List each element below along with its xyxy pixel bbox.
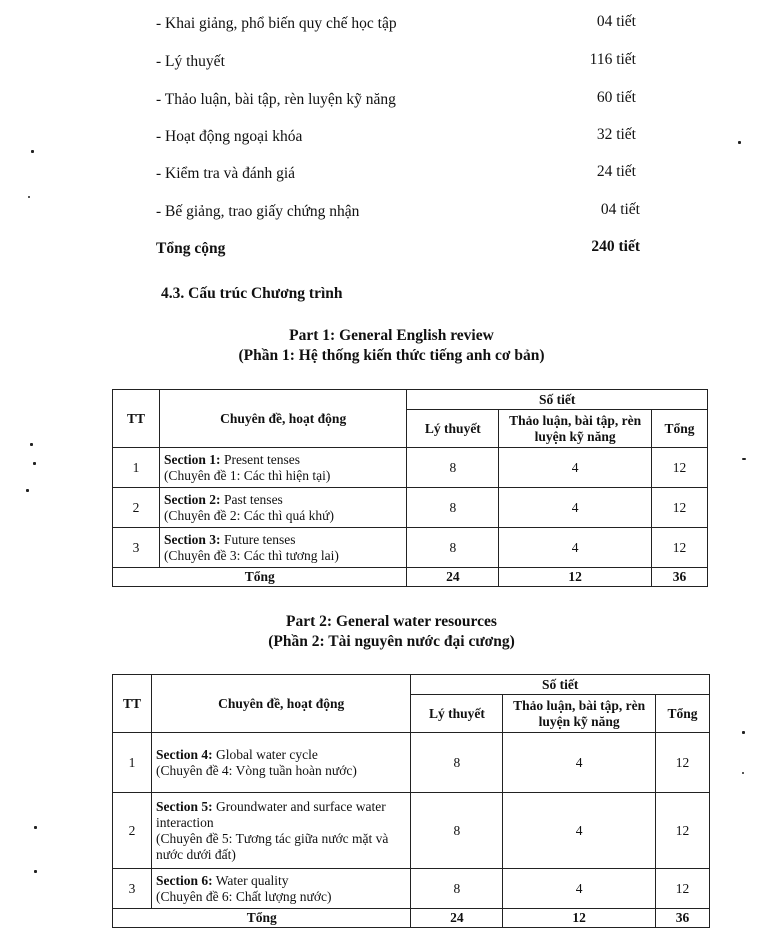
row-lt: 8 [407,448,499,488]
header-thao-luan: Thảo luận, bài tập, rèn luyện kỹ năng [503,695,656,733]
header-tt: TT [113,675,152,733]
table-row [113,733,710,793]
total-label: Tổng [113,568,407,587]
row-lt: 8 [411,793,503,869]
section-name: Future tenses [223,531,296,547]
row-tt: 2 [113,793,152,869]
scan-speck [742,458,746,460]
hours-value-5: 24 tiết [596,163,636,180]
part1-subtitle: (Phần 1: Hệ thống kiến thức tiếng anh cơ bản) [238,347,545,364]
row-topic [151,733,411,793]
row-tl: 4 [499,528,652,568]
hours-total-label: Tổng cộng [156,240,226,257]
section-label: Section 3: [163,531,221,547]
section-name: Global water cycle [215,746,318,762]
row-tt: 3 [113,869,152,909]
hours-value-1: 04 tiết [596,13,636,30]
header-topic: Chuyên đề, hoạt động [159,390,407,448]
section-vi: (Chuyên đề 2: Các thì quá khứ) [163,507,334,523]
section-label: Section 1: [163,451,221,467]
row-tong: 12 [656,733,710,793]
header-topic: Chuyên đề, hoạt động [151,675,411,733]
row-tl: 4 [503,869,656,909]
total-lt: 24 [411,909,503,928]
section-name: Water quality [215,872,289,888]
row-lt: 8 [411,733,503,793]
total-tl: 12 [499,568,652,587]
row-tong: 12 [652,528,708,568]
scan-speck [742,731,745,734]
scan-speck [742,772,744,774]
row-topic [159,488,407,528]
section-label: Section 4: [155,746,213,762]
row-tong: 12 [656,793,710,869]
scan-speck [34,870,37,873]
section-name: Groundwater and surface water interaction [155,798,386,830]
header-tong: Tổng [656,695,710,733]
row-topic [151,793,411,869]
header-so-tiet: Số tiết [411,675,710,695]
row-lt: 8 [411,869,503,909]
row-tl: 4 [503,793,656,869]
section-label: Section 2: [163,491,221,507]
row-lt: 8 [407,488,499,528]
section-vi: (Chuyên đề 6: Chất lượng nước) [155,888,332,904]
table-row [113,528,708,568]
hours-label-5: - Kiểm tra và đánh giá [156,165,296,182]
row-tt: 3 [113,528,160,568]
section-name: Present tenses [223,451,301,467]
section-name: Past tenses [223,491,283,507]
row-lt: 8 [407,528,499,568]
table-row [113,869,710,909]
hours-value-4: 32 tiết [596,126,636,143]
table-row [113,448,708,488]
part2-subtitle: (Phần 2: Tài nguyên nước đại cương) [268,633,515,650]
hours-value-3: 60 tiết [596,89,636,106]
section-vi: (Chuyên đề 4: Vòng tuần hoàn nước) [155,762,357,778]
row-topic [159,528,407,568]
section-vi: (Chuyên đề 5: Tương tác giữa nước mặt và nước dưới đất) [155,830,389,862]
row-topic [151,869,411,909]
scan-speck [738,141,741,144]
row-tl: 4 [499,448,652,488]
header-tt: TT [113,390,160,448]
total-row [113,909,710,928]
part1-table [112,389,708,587]
part2-table [112,674,710,928]
scan-speck [26,489,29,492]
hours-label-3: - Thảo luận, bài tập, rèn luyện kỹ năng [156,91,396,108]
scan-speck [33,462,36,465]
section-vi: (Chuyên đề 1: Các thì hiện tại) [163,467,331,483]
scan-speck [28,196,30,198]
row-topic [159,448,407,488]
row-tt: 2 [113,488,160,528]
total-label: Tổng [113,909,411,928]
total-lt: 24 [407,568,499,587]
total-row [113,568,708,587]
row-tong: 12 [652,448,708,488]
hours-label-4: - Hoạt động ngoại khóa [156,128,303,145]
part2-title: Part 2: General water resources [286,613,497,630]
hours-value-2: 116 tiết [589,51,636,68]
header-tong: Tổng [652,410,708,448]
section-heading: 4.3. Cấu trúc Chương trình [161,285,343,302]
table-row [113,488,708,528]
hours-label-2: - Lý thuyết [156,53,225,70]
header-thao-luan: Thảo luận, bài tập, rèn luyện kỹ năng [499,410,652,448]
scan-speck [30,443,33,446]
header-ly-thuyet: Lý thuyết [407,410,499,448]
total-tl: 12 [503,909,656,928]
row-tong: 12 [656,869,710,909]
row-tl: 4 [499,488,652,528]
hours-total-value: 240 tiết [591,238,640,255]
scan-speck [34,826,37,829]
table-row [113,793,710,869]
header-so-tiet: Số tiết [407,390,708,410]
part1-title: Part 1: General English review [289,327,494,344]
hours-label-6: - Bế giảng, trao giấy chứng nhận [156,203,360,220]
row-tt: 1 [113,733,152,793]
section-label: Section 5: [155,798,213,814]
row-tt: 1 [113,448,160,488]
row-tong: 12 [652,488,708,528]
header-ly-thuyet: Lý thuyết [411,695,503,733]
total-tong: 36 [652,568,708,587]
section-label: Section 6: [155,872,213,888]
hours-value-6: 04 tiết [600,201,640,218]
section-vi: (Chuyên đề 3: Các thì tương lai) [163,547,339,563]
hours-label-1: - Khai giảng, phổ biến quy chế học tập [156,15,397,32]
scan-speck [31,150,34,153]
row-tl: 4 [503,733,656,793]
total-tong: 36 [656,909,710,928]
